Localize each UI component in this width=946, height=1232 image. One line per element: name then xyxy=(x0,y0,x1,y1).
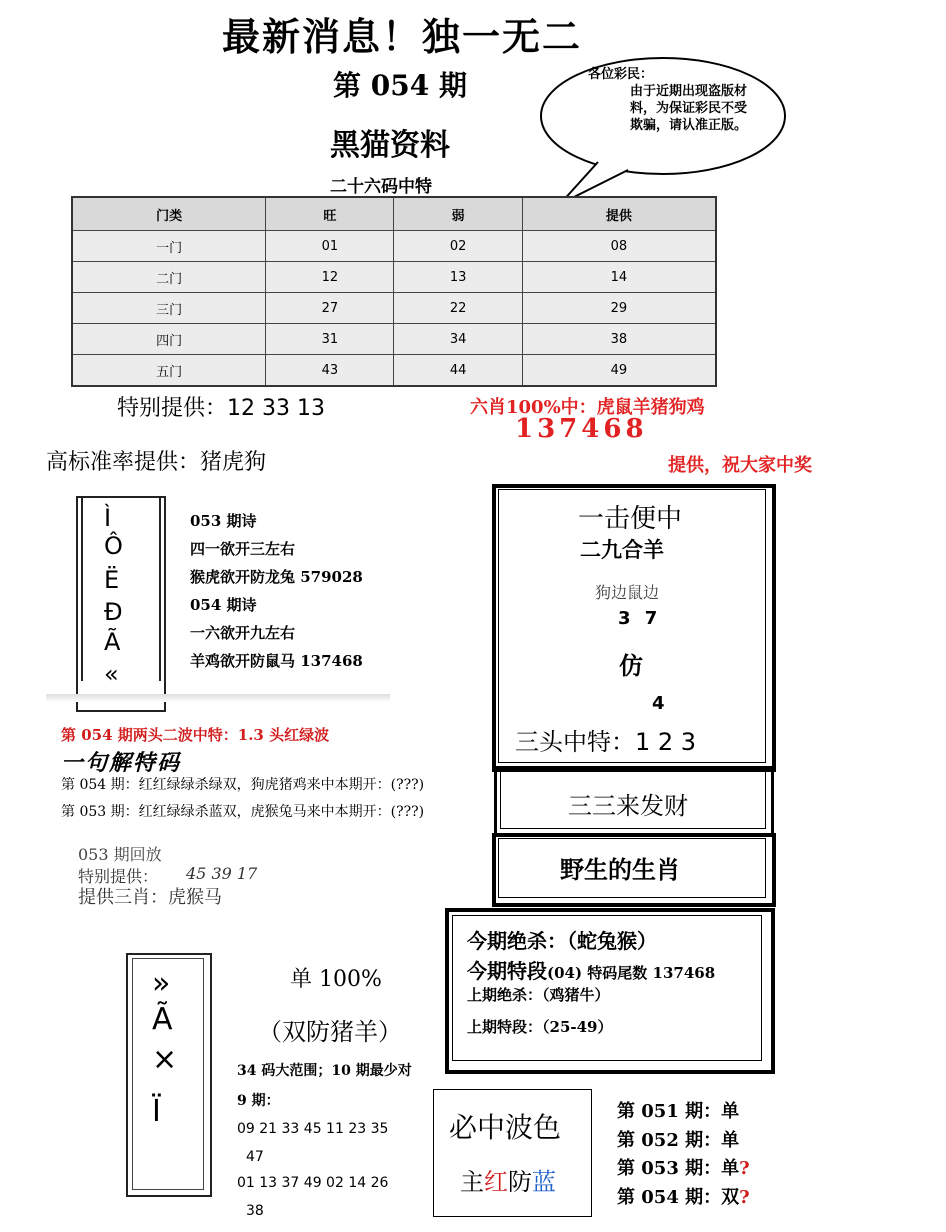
table-cell: 三门 xyxy=(72,293,266,324)
table-header-row xyxy=(72,197,716,231)
wish-text: 提供，祝大家中奖 xyxy=(668,455,812,476)
vertical-glyph: Ï xyxy=(152,1094,161,1129)
odd-even-label: 第 053 期： xyxy=(617,1158,722,1179)
table-cell: 31 xyxy=(266,324,394,355)
table-cell: 01 xyxy=(266,231,394,262)
poem-line: 054 期诗 xyxy=(190,596,257,614)
table-cell: 34 xyxy=(394,324,522,355)
poem-line: 猴虎欲开防龙兔 579028 xyxy=(190,568,363,586)
hit-title: 一击便中 xyxy=(578,504,683,534)
vertical-glyph: Ë xyxy=(104,566,120,594)
odd-even-label: 第 054 期： xyxy=(617,1187,722,1208)
table-cell: 五门 xyxy=(72,355,266,387)
vertical-glyph: » xyxy=(152,966,171,1001)
table-cell: 12 xyxy=(266,262,394,293)
six-zodiac-numbers: 137468 xyxy=(515,414,648,444)
range-line: 47 xyxy=(246,1149,264,1165)
kill-line-rest: (04) 特码尾数 137468 xyxy=(547,964,716,982)
odd-even-value: 单 xyxy=(721,1158,740,1179)
review-special-numbers: 45 39 17 xyxy=(186,864,258,883)
high-rate-text: 高标准率提供：猪虎狗 xyxy=(46,450,267,475)
hit-line: 二九合羊 xyxy=(580,537,664,562)
phrase-text: 野生的生肖 xyxy=(560,855,680,884)
odd-even-row xyxy=(617,1154,750,1180)
table-cell: 二门 xyxy=(72,262,266,293)
hit-line: 仿 xyxy=(619,651,643,680)
single-guard: （双防猪羊） xyxy=(258,1018,402,1046)
vertical-glyph: × xyxy=(152,1042,178,1077)
table-cell: 49 xyxy=(522,355,716,387)
odd-even-value: 单 xyxy=(721,1101,740,1122)
range-line: 09 21 33 45 11 23 35 xyxy=(237,1121,389,1137)
wave-guard-label: 防 xyxy=(508,1168,532,1196)
table-cell: 四门 xyxy=(72,324,266,355)
range-line: 38 xyxy=(246,1203,264,1219)
sentence-line: 第 053 期：红红绿绿杀蓝双，虎猴兔马来中本期开：(???) xyxy=(61,804,425,820)
odd-even-row xyxy=(617,1097,739,1123)
vertical-glyph: Ð xyxy=(104,598,123,626)
wave-main-label: 主 xyxy=(460,1168,484,1196)
table-cell: 22 xyxy=(394,293,522,324)
hit-line: 三头中特：1 2 3 xyxy=(515,728,697,756)
table-row xyxy=(72,324,716,355)
divider xyxy=(46,694,390,702)
single-title: 单 100% xyxy=(290,967,382,992)
column-header: 门类 xyxy=(72,197,266,231)
odd-even-mark: ? xyxy=(739,1158,750,1179)
wave-main-color: 红 xyxy=(484,1168,508,1196)
table-row xyxy=(72,262,716,293)
table-row xyxy=(72,355,716,387)
sentence-title: 一句解特码 xyxy=(61,750,182,776)
review-special-label: 特别提供： xyxy=(78,867,159,886)
bubble-text xyxy=(588,66,748,134)
data-table xyxy=(71,196,717,387)
bubble-greeting: 各位彩民： xyxy=(588,67,654,82)
table-cell: 14 xyxy=(522,262,716,293)
range-title: 9 期： xyxy=(237,1093,280,1109)
table-row xyxy=(72,293,716,324)
vertical-glyph: Ì xyxy=(104,504,112,532)
table-cell: 27 xyxy=(266,293,394,324)
wave-title: 第 054 期两头二波中特：1.3 头红绿波 xyxy=(61,726,330,744)
page-subtitle: 黑猫资料 xyxy=(330,128,450,163)
table-cell: 一门 xyxy=(72,231,266,262)
vertical-glyph: Ã xyxy=(152,1002,173,1037)
vertical-glyph: Ô xyxy=(104,532,123,560)
table-cell: 08 xyxy=(522,231,716,262)
kill-line-prefix: 今期特段 xyxy=(467,959,547,983)
wave-color-title: 必中波色 xyxy=(449,1111,562,1144)
poem-frame-inner xyxy=(81,496,161,681)
special-numbers: 特别提供：12 33 13 xyxy=(117,396,325,421)
table-row xyxy=(72,231,716,262)
odd-even-row xyxy=(617,1183,750,1209)
table-cell: 13 xyxy=(394,262,522,293)
hit-line: 3 7 xyxy=(618,608,662,629)
page-title: 最新消息！独一无二 xyxy=(222,14,583,59)
table-cell: 43 xyxy=(266,355,394,387)
issue-number: 第 054 期 xyxy=(333,69,467,102)
odd-even-value: 双 xyxy=(721,1187,740,1208)
column-header: 提供 xyxy=(522,197,716,231)
hit-line: 4 xyxy=(652,693,665,714)
table-cell: 29 xyxy=(522,293,716,324)
phrase-text: 三三来发财 xyxy=(568,792,688,820)
poem-line: 053 期诗 xyxy=(190,512,257,530)
odd-even-label: 第 052 期： xyxy=(617,1130,722,1151)
review-three-zodiac: 提供三肖：虎猴马 xyxy=(78,887,222,908)
six-zodiac-label: 六肖100%中：虎鼠羊猪狗鸡 xyxy=(470,397,705,418)
poem-line: 四一欲开三左右 xyxy=(190,540,296,558)
range-line: 01 13 37 49 02 14 26 xyxy=(237,1175,389,1191)
table-caption: 二十六码中特 xyxy=(330,177,432,197)
review-title: 053 期回放 xyxy=(78,845,162,864)
odd-even-row xyxy=(617,1126,739,1152)
range-title: 34 码大范围；10 期最少对 xyxy=(237,1063,412,1079)
odd-even-value: 单 xyxy=(721,1130,740,1151)
odd-even-mark: ? xyxy=(739,1187,750,1208)
poem-line: 一六欲开九左右 xyxy=(190,624,296,642)
vertical-glyph: « xyxy=(104,660,119,688)
kill-line xyxy=(467,955,715,984)
kill-line: 今期绝杀：（蛇兔猴） xyxy=(467,929,657,953)
poem-line: 羊鸡欲开防鼠马 137468 xyxy=(190,652,363,670)
table-cell: 38 xyxy=(522,324,716,355)
wave-guard-color: 蓝 xyxy=(532,1168,556,1196)
table-cell: 02 xyxy=(394,231,522,262)
wave-color-line xyxy=(460,1162,556,1197)
table-cell: 44 xyxy=(394,355,522,387)
hit-line: 狗边鼠边 xyxy=(595,583,660,602)
kill-line: 上期绝杀：（鸡猪牛） xyxy=(467,986,610,1004)
column-header: 弱 xyxy=(394,197,522,231)
vertical-glyph: Ã xyxy=(104,628,121,656)
odd-even-label: 第 051 期： xyxy=(617,1101,722,1122)
column-header: 旺 xyxy=(266,197,394,231)
kill-line: 上期特段：（25-49） xyxy=(467,1018,613,1036)
bubble-body: 由于近期出现盗版材料，为保证彩民不受欺骗，请认准正版。 xyxy=(630,84,748,133)
sentence-line: 第 054 期：红红绿绿杀绿双，狗虎猪鸡来中本期开：(???) xyxy=(61,777,425,793)
